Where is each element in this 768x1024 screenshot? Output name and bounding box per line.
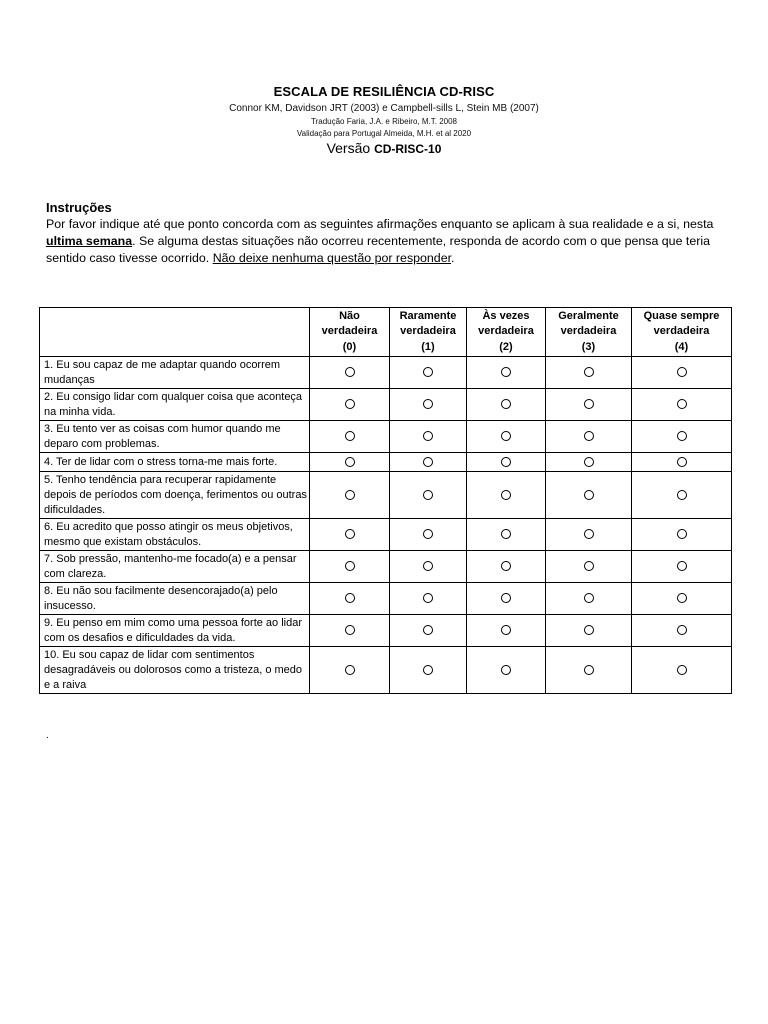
response-cell — [632, 421, 732, 453]
radio-option-3-icon[interactable] — [584, 431, 594, 441]
response-cell — [546, 389, 632, 421]
table-row — [40, 551, 732, 583]
radio-option-0-icon[interactable] — [345, 561, 355, 571]
radio-option-3-icon[interactable] — [584, 529, 594, 539]
response-cell — [390, 472, 467, 519]
response-cell — [546, 357, 632, 389]
response-cell — [467, 453, 546, 472]
response-cell — [310, 357, 390, 389]
column-header-3 — [546, 308, 632, 357]
response-cell — [390, 357, 467, 389]
radio-option-1-icon[interactable] — [423, 593, 433, 603]
response-cell — [546, 472, 632, 519]
version-name: CD-RISC-10 — [374, 142, 442, 156]
column-header-line1: Não — [339, 309, 360, 322]
table-row — [40, 453, 732, 472]
response-cell — [467, 421, 546, 453]
radio-option-2-icon[interactable] — [501, 593, 511, 603]
column-header-line2: verdadeira — [560, 325, 617, 338]
radio-option-2-icon[interactable] — [501, 490, 511, 500]
version-prefix: Versão — [326, 140, 371, 156]
response-cell — [310, 519, 390, 551]
response-cell — [467, 472, 546, 519]
radio-option-1-icon[interactable] — [423, 561, 433, 571]
column-header-0 — [310, 308, 390, 357]
column-header-score: (1) — [421, 340, 435, 353]
instructions-part2: . Se alguma destas situações não ocorreu recentemente, responda de acordo com o que pensa que teria sentido caso tivesse ocorrido. — [46, 234, 711, 265]
response-cell — [390, 389, 467, 421]
radio-option-4-icon[interactable] — [677, 561, 687, 571]
response-cell — [390, 421, 467, 453]
response-cell — [390, 583, 467, 615]
column-header-score: (2) — [499, 340, 513, 353]
response-cell — [467, 551, 546, 583]
radio-option-4-icon[interactable] — [677, 399, 687, 409]
column-header-score: (0) — [342, 340, 357, 353]
radio-option-3-icon[interactable] — [584, 625, 594, 635]
radio-option-4-icon[interactable] — [677, 490, 687, 500]
item-text: 1. Eu sou capaz de me adaptar quando ocorrem mudanças — [40, 357, 310, 389]
instructions-end: . — [451, 251, 455, 265]
response-cell — [310, 615, 390, 647]
radio-option-0-icon[interactable] — [345, 625, 355, 635]
radio-option-1-icon[interactable] — [423, 399, 433, 409]
radio-option-0-icon[interactable] — [345, 490, 355, 500]
item-text: 8. Eu não sou facilmente desencorajado(a) pelo insucesso. — [40, 583, 310, 615]
column-header-line2: verdadeira — [478, 325, 534, 338]
radio-option-4-icon[interactable] — [677, 367, 687, 377]
radio-option-1-icon[interactable] — [423, 490, 433, 500]
radio-option-1-icon[interactable] — [423, 367, 433, 377]
response-cell — [546, 647, 632, 694]
instructions-text — [46, 216, 736, 267]
instructions-title: Instruções — [46, 200, 112, 215]
column-header-line2: verdadeira — [653, 325, 710, 338]
radio-option-3-icon[interactable] — [584, 665, 594, 675]
response-cell — [546, 583, 632, 615]
response-cell — [632, 389, 732, 421]
item-text: 3. Eu tento ver as coisas com humor quando me deparo com problemas. — [40, 421, 310, 453]
table-row — [40, 583, 732, 615]
radio-option-4-icon[interactable] — [677, 529, 687, 539]
radio-option-2-icon[interactable] — [501, 625, 511, 635]
radio-option-1-icon[interactable] — [423, 625, 433, 635]
response-cell — [546, 615, 632, 647]
item-text: 9. Eu penso em mim como uma pessoa forte ao lidar com os desafios e dificuldades da vida. — [40, 615, 310, 647]
response-cell — [632, 357, 732, 389]
column-header-line1: Quase sempre — [643, 309, 720, 322]
radio-option-3-icon[interactable] — [584, 561, 594, 571]
radio-option-4-icon[interactable] — [677, 593, 687, 603]
radio-option-3-icon[interactable] — [584, 367, 594, 377]
radio-option-0-icon[interactable] — [345, 457, 355, 467]
item-text: 7. Sob pressão, mantenho-me focado(a) e a pensar com clareza. — [40, 551, 310, 583]
table-row — [40, 615, 732, 647]
table-body — [40, 357, 732, 694]
column-header-line1: Geralmente — [558, 309, 619, 322]
item-text: 10. Eu sou capaz de lidar com sentimentos desagradáveis ou dolorosos como a tristeza, o medo e a raiva — [40, 647, 310, 694]
radio-option-0-icon[interactable] — [345, 593, 355, 603]
instructions-section — [46, 200, 736, 267]
document-header — [0, 84, 768, 156]
response-cell — [310, 389, 390, 421]
radio-option-4-icon[interactable] — [677, 431, 687, 441]
response-cell — [546, 421, 632, 453]
radio-option-3-icon[interactable] — [584, 399, 594, 409]
footer-mark: . — [46, 730, 49, 741]
response-cell — [310, 583, 390, 615]
radio-option-3-icon[interactable] — [584, 457, 594, 467]
radio-option-2-icon[interactable] — [501, 367, 511, 377]
table-row — [40, 357, 732, 389]
radio-option-2-icon[interactable] — [501, 665, 511, 675]
table-row — [40, 389, 732, 421]
response-cell — [467, 583, 546, 615]
response-cell — [467, 519, 546, 551]
response-cell — [310, 472, 390, 519]
radio-option-1-icon[interactable] — [423, 457, 433, 467]
response-cell — [310, 647, 390, 694]
response-cell — [632, 453, 732, 472]
response-cell — [310, 421, 390, 453]
validation-line: Validação para Portugal Almeida, M.H. et al 2020 — [296, 129, 472, 138]
response-cell — [632, 647, 732, 694]
radio-option-1-icon[interactable] — [423, 529, 433, 539]
document-title: ESCALA DE RESILIÊNCIA CD-RISC — [273, 84, 495, 99]
radio-option-1-icon[interactable] — [423, 665, 433, 675]
response-cell — [467, 647, 546, 694]
column-header-1 — [390, 308, 467, 357]
version-line — [0, 140, 768, 156]
response-cell — [467, 357, 546, 389]
response-cell — [546, 551, 632, 583]
response-cell — [632, 472, 732, 519]
response-cell — [632, 583, 732, 615]
response-cell — [632, 615, 732, 647]
response-cell — [546, 519, 632, 551]
header-item-column — [40, 308, 310, 357]
response-cell — [467, 615, 546, 647]
column-header-line2: verdadeira — [400, 325, 456, 338]
radio-option-0-icon[interactable] — [345, 399, 355, 409]
resilience-scale-table — [39, 307, 732, 694]
instructions-emphasis: ultima semana — [46, 234, 133, 248]
radio-option-3-icon[interactable] — [584, 593, 594, 603]
radio-option-3-icon[interactable] — [584, 490, 594, 500]
item-text: 5. Tenho tendência para recuperar rapidamente depois de períodos com doença, ferimentos ou outras dificuldades. — [40, 472, 310, 519]
response-cell — [390, 519, 467, 551]
radio-option-2-icon[interactable] — [501, 561, 511, 571]
response-cell — [390, 647, 467, 694]
radio-option-2-icon[interactable] — [501, 457, 511, 467]
column-header-line2: verdadeira — [321, 325, 378, 338]
response-cell — [390, 453, 467, 472]
radio-option-4-icon[interactable] — [677, 625, 687, 635]
column-header-line1: Às vezes — [482, 309, 530, 322]
table-row — [40, 421, 732, 453]
response-cell — [390, 551, 467, 583]
item-text: 4. Ter de lidar com o stress torna-me mais forte. — [40, 453, 310, 472]
radio-option-2-icon[interactable] — [501, 431, 511, 441]
item-text: 6. Eu acredito que posso atingir os meus objetivos, mesmo que existam obstáculos. — [40, 519, 310, 551]
radio-option-2-icon[interactable] — [501, 529, 511, 539]
column-header-score: (4) — [674, 340, 689, 353]
radio-option-4-icon[interactable] — [677, 457, 687, 467]
column-header-line1: Raramente — [399, 309, 457, 322]
radio-option-0-icon[interactable] — [345, 665, 355, 675]
translation-line: Tradução Faria, J.A. e Ribeiro, M.T. 2008 — [311, 117, 457, 126]
authors-line: Connor KM, Davidson JRT (2003) e Campbell-sills L, Stein MB (2007) — [229, 103, 539, 114]
radio-option-0-icon[interactable] — [345, 529, 355, 539]
instructions-underlined: Não deixe nenhuma questão por responder — [212, 251, 452, 265]
table-header-row — [40, 308, 732, 357]
response-cell — [546, 453, 632, 472]
response-cell — [632, 519, 732, 551]
response-cell — [467, 389, 546, 421]
column-header-4 — [632, 308, 732, 357]
table-row — [40, 472, 732, 519]
radio-option-2-icon[interactable] — [501, 399, 511, 409]
column-header-score: (3) — [581, 340, 596, 353]
response-cell — [310, 453, 390, 472]
response-cell — [632, 551, 732, 583]
response-cell — [310, 551, 390, 583]
radio-option-4-icon[interactable] — [677, 665, 687, 675]
radio-option-0-icon[interactable] — [345, 431, 355, 441]
table-row — [40, 647, 732, 694]
table-row — [40, 519, 732, 551]
column-header-2 — [467, 308, 546, 357]
item-text: 2. Eu consigo lidar com qualquer coisa que aconteça na minha vida. — [40, 389, 310, 421]
radio-option-1-icon[interactable] — [423, 431, 433, 441]
response-cell — [390, 615, 467, 647]
instructions-part1: Por favor indique até que ponto concorda com as seguintes afirmações enquanto se aplicam à sua realidade e a si, nesta — [46, 217, 714, 231]
radio-option-0-icon[interactable] — [345, 367, 355, 377]
